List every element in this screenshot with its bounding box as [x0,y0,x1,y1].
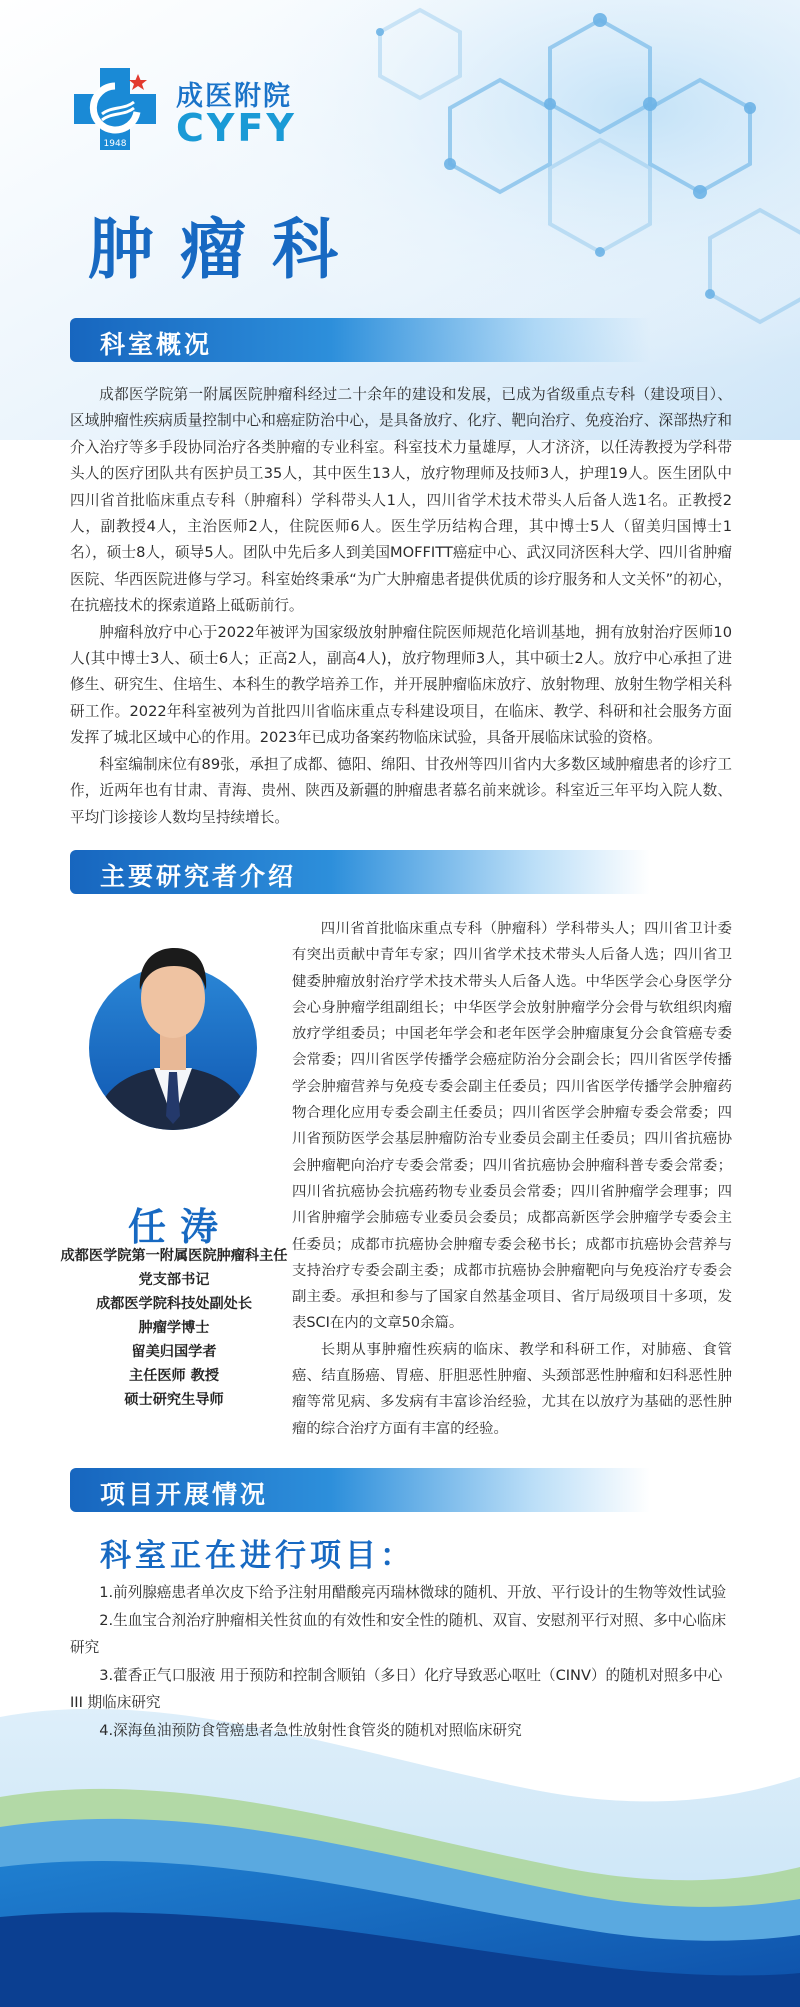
cross-logo-icon [72,66,158,152]
researcher-title: 肿瘤学博士 [138,1320,210,1336]
overview-paragraph: 科室编制床位有89张，承担了成都、德阳、绵阳、甘孜州等四川省内大多数区域肿瘤患者的诊疗工作，近两年也有甘肃、青海、贵州、陕西及新疆的肿瘤患者慕名前来就诊。科室近三年平均入院人数、平均门诊接诊人数均呈持续增长。 [70,755,732,826]
researcher-title: 成都医学院第一附属医院肿瘤科主任 [60,1248,288,1264]
section-header-overview [70,318,650,362]
researcher-title: 党支部书记 [138,1272,210,1288]
overview-text [70,382,732,831]
hospital-logo [72,66,332,156]
researcher-title: 成都医学院科技处副处长 [95,1296,253,1312]
researcher-portrait [84,920,262,1130]
researcher-title: 硕士研究生导师 [124,1392,224,1408]
bio-paragraph: 长期从事肿瘤性疾病的临床、教学和科研工作，对肺癌、食管癌、结直肠癌、胃癌、肝胆恶性肿瘤、头颈部恶性肿瘤和妇科恶性肿瘤等常见病、多发病有丰富诊治经验，尤其在以放疗为基础的恶性肿瘤的综合治疗方面有丰富的经验。 [292,1341,732,1437]
researcher-title: 主任医师 教授 [128,1368,220,1384]
overview-paragraph: 成都医学院第一附属医院肿瘤科经过二十余年的建设和发展，已成为省级重点专科（建设项目）、区域肿瘤性疾病质量控制中心和癌症防治中心，是具备放疗、化疗、靶向治疗、免疫治疗、深部热疗和介入治疗等多手段协同治疗各类肿瘤的专业科室。科室技术力量雄厚，人才济济，以任涛教授为学科带头人的医疗团队共有医护员工35人，其中医生13人，放疗物理师及技师3人，护理19人。医生团队中四川省首批临床重点专科（肿瘤科）学科带头人1人，四川省学术技术带头人后备人选1名。正教授2人，副教授4人，主治医师2人，住院医师6人。医生学历结构合理，其中博士5人（留美归国博士1名），硕士8人，硕导5人。团队中先后多人到美国MOFFITT癌症中心、武汉同济医科大学、四川省肿瘤医院、华西医院进修与学习。科室始终秉承“为广大肿瘤患者提供优质的诊疗服务和人文关怀”的初心，在抗癌技术的探索道路上砥砺前行。 [70,386,732,615]
project-item: 4.深海鱼油预防食管癌患者急性放射性食管炎的随机对照临床研究 [99,1722,522,1740]
section-header-projects [70,1468,650,1512]
project-item: 3.藿香正气口服液 用于预防和控制含顺铂（多日）化疗导致恶心呕吐（CINV）的随机对照多中心III 期临床研究 [70,1667,723,1711]
researcher-title: 留美归国学者 [131,1344,217,1360]
project-item: 1.前列腺癌患者单次皮下给予注射用醋酸亮丙瑞林微球的随机、开放、平行设计的生物等效性试验 [99,1584,727,1601]
researcher-bio [292,916,732,1442]
section-title-overview: 科室概况 [100,330,213,359]
researcher-titles [56,1244,292,1412]
section-header-researcher [70,850,650,894]
project-item: 2.生血宝合剂治疗肿瘤相关性贫血的有效性和安全性的随机、双盲、安慰剂平行对照、多中心临床研究 [70,1612,727,1656]
section-title-projects: 项目开展情况 [100,1480,269,1509]
logo-name-en: CYFY [176,106,297,150]
logo-year: 1948 [103,139,127,149]
section-title-researcher: 主要研究者介绍 [100,862,297,891]
project-list [70,1580,732,1746]
researcher-name: 任涛 [127,1205,232,1249]
overview-paragraph: 肿瘤科放疗中心于2022年被评为国家级放射肿瘤住院医师规范化培训基地，拥有放射治疗医师10人(其中博士3人、硕士6人；正高2人，副高4人)，放疗物理师3人，其中硕士2人。放疗中心承担了进修生、研究生、住培生、本科生的教学培养工作，并开展肿瘤临床放疗、放射物理、放射生物学相关科研工作。2022年科室被列为首批四川省临床重点专科建设项目，在临床、教学、科研和社会服务方面发挥了城北区域中心的作用。2023年已成功备案药物临床试验，具备开展临床试验的资格。 [70,623,732,747]
projects-heading: 科室正在进行项目： [100,1538,415,1574]
logo-name-cn: 成医附院 [176,81,292,112]
page-title: 肿瘤科 [88,211,364,288]
bio-paragraph: 四川省首批临床重点专科（肿瘤科）学科带头人；四川省卫计委有突出贡献中青年专家；四川省学术技术带头人后备人选；四川省卫健委肿瘤放射治疗学术技术带头人后备人选。中华医学会心身医学分会心身肿瘤学组副组长；中华医学会放射肿瘤学分会骨与软组织肉瘤放疗学组委员；中国老年学会和老年医学会肿瘤康复分会食管癌专委会常委；四川省医学传播学会癌症防治分会副会长；四川省医学传播学会肿瘤营养与免疫专委会副主任委员；四川省医学传播学会肿瘤药物合理化应用专委会副主任委员；四川省医学会肿瘤专委会常委；四川省预防医学会基层肿瘤防治专业委员会副主任委员；四川省抗癌协会肿瘤靶向治疗专委会常委；四川省抗癌协会肿瘤科普专委会常委；四川省抗癌协会抗癌药物专业委员会常委；四川省肿瘤学会理事；四川省肿瘤学会肺癌专业委员会委员；成都高新医学会肿瘤学专委会主任委员；成都市抗癌协会肿瘤专委会秘书长；成都市抗癌协会营养与支持治疗专委会副主委；成都市抗癌协会肿瘤靶向与免疫治疗专委会副主委。承担和参与了国家自然基金项目、省厅局级项目十多项，发表SCI在内的文章50余篇。 [292,921,732,1332]
